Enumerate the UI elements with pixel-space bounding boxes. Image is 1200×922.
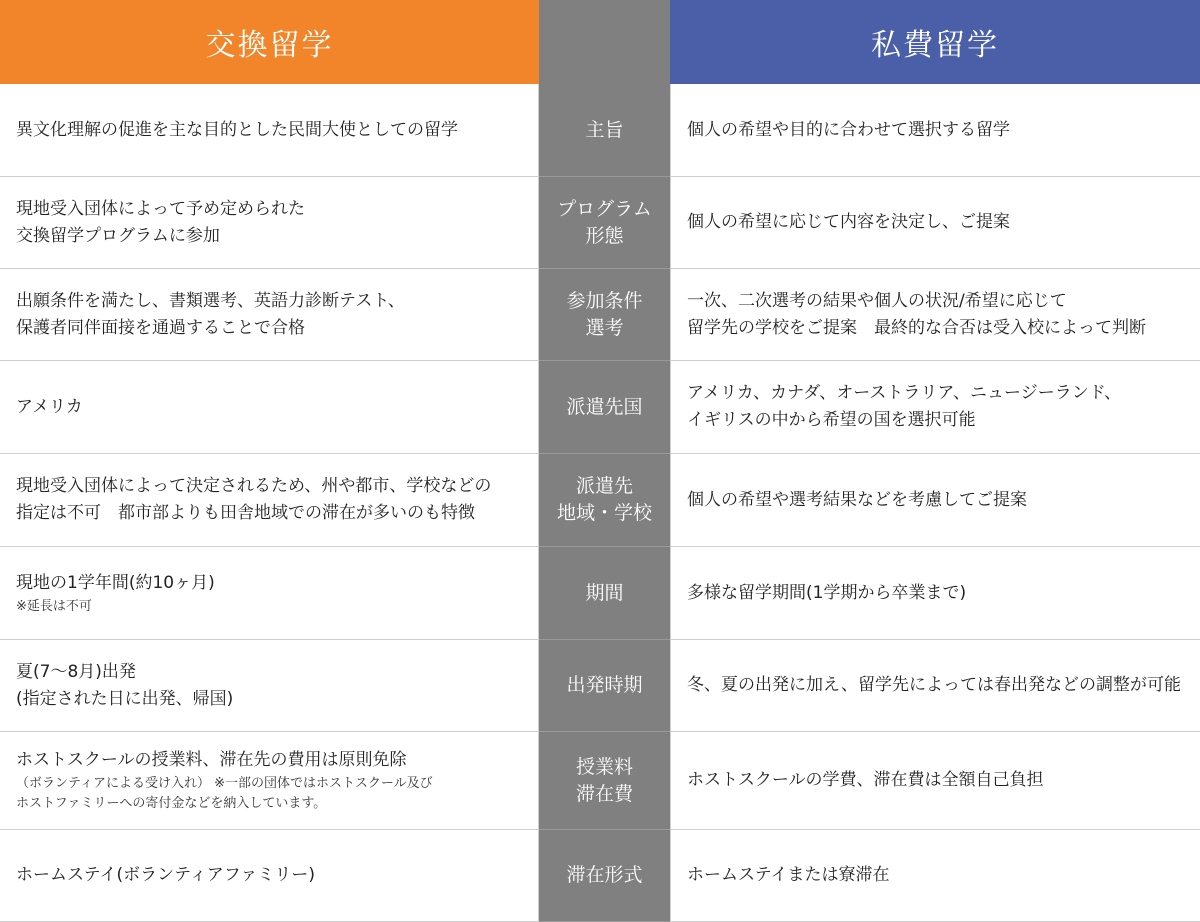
exchange-region: 現地受入団体によって決定されるため、州や都市、学校などの 指定は不可 都市部よりも田舎地域での滞在が多いのも特徴 <box>0 454 539 547</box>
period-note: ※延長は不可 <box>16 598 92 614</box>
exchange-stay: ホームステイ(ボランティアファミリー) <box>0 830 539 922</box>
private-fees: ホストスクールの学費、滞在費は全額自己負担 <box>670 732 1200 830</box>
header-exchange: 交換留学 <box>0 0 539 84</box>
private-period: 多様な留学期間(1学期から卒業まで) <box>670 547 1200 640</box>
private-conditions: 一次、二次選考の結果や個人の状況/希望に応じて 留学先の学校をご提案 最終的な合否は受入校によって判断 <box>670 269 1200 361</box>
private-country: アメリカ、カナダ、オーストラリア、ニュージーランド、 イギリスの中から希望の国を選択可能 <box>670 361 1200 454</box>
exchange-country: アメリカ <box>0 361 539 454</box>
private-stay: ホームステイまたは寮滞在 <box>670 830 1200 922</box>
label-period: 期間 <box>539 547 670 640</box>
private-region: 個人の希望や選考結果などを考慮してご提案 <box>670 454 1200 547</box>
label-conditions: 参加条件 選考 <box>539 269 670 361</box>
fees-note-line2: ホストファミリーへの寄付金などを納入しています。 <box>16 796 327 811</box>
label-fees: 授業料 滞在費 <box>539 732 670 830</box>
label-purpose: 主旨 <box>539 84 670 177</box>
header-private: 私費留学 <box>670 0 1200 84</box>
exchange-conditions: 出願条件を満たし、書類選考、英語力診断テスト、 保護者同伴面接を通過することで合格 <box>0 269 539 361</box>
exchange-fees: ホストスクールの授業料、滞在先の費用は原則免除 （ボランティアによる受け入れ） ※一部の団体ではホストスクール及び ホストファミリーへの寄付金などを納入しています。 <box>0 732 539 830</box>
label-country: 派遣先国 <box>539 361 670 454</box>
exchange-period: 現地の1学年間(約10ヶ月) ※延長は不可 <box>0 547 539 640</box>
exchange-program: 現地受入団体によって予め定められた 交換留学プログラムに参加 <box>0 177 539 269</box>
fees-note-line1: （ボランティアによる受け入れ） ※一部の団体ではホストスクール及び <box>16 776 433 791</box>
label-program: プログラム 形態 <box>539 177 670 269</box>
label-region: 派遣先 地域・学校 <box>539 454 670 547</box>
label-departure: 出発時期 <box>539 640 670 732</box>
private-program: 個人の希望に応じて内容を決定し、ご提案 <box>670 177 1200 269</box>
exchange-purpose: 異文化理解の促進を主な目的とした民間大使としての留学 <box>0 84 539 177</box>
exchange-departure: 夏(7〜8月)出発 (指定された日に出発、帰国) <box>0 640 539 732</box>
private-departure: 冬、夏の出発に加え、留学先によっては春出発などの調整が可能 <box>670 640 1200 732</box>
private-purpose: 個人の希望や目的に合わせて選択する留学 <box>670 84 1200 177</box>
label-stay: 滞在形式 <box>539 830 670 922</box>
header-middle <box>539 0 670 84</box>
